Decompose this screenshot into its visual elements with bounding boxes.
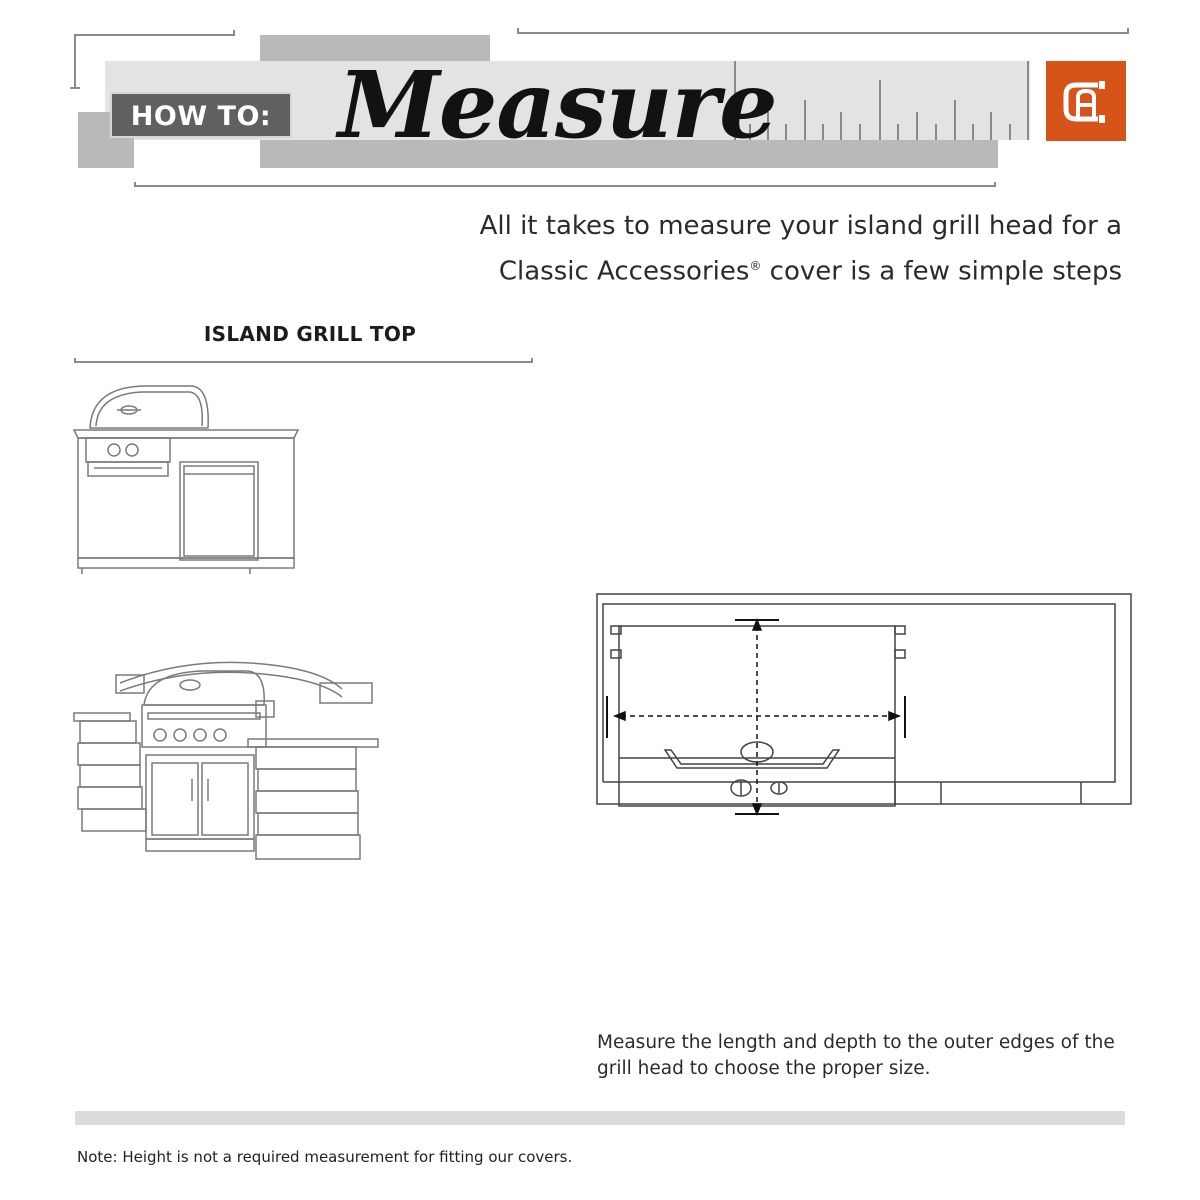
island-grill-cart-illustration-icon [72,380,312,580]
intro-brand: Classic Accessories [498,256,750,287]
height-note: Note: Height is not a required measurement for fitting our covers. [77,1148,573,1166]
intro-line-1: All it takes to measure your island grill head for a [479,211,1122,241]
measure-instruction: Measure the length and depth to the outer edges of the grill head to choose the proper size. [597,1032,1115,1079]
registered-mark: ® [749,259,762,273]
stone-island-grill-illustration-icon [72,655,392,885]
grill-top-view-diagram-icon [595,592,1135,822]
section-title-rule [0,0,1200,400]
intro-line-2-rest: cover is a few simple steps [761,256,1122,287]
how-to-label: HOW TO: [110,92,292,138]
measure-title: Measure [338,51,777,159]
section-title: ISLAND GRILL TOP [203,322,417,346]
footer-divider [75,1111,1125,1125]
